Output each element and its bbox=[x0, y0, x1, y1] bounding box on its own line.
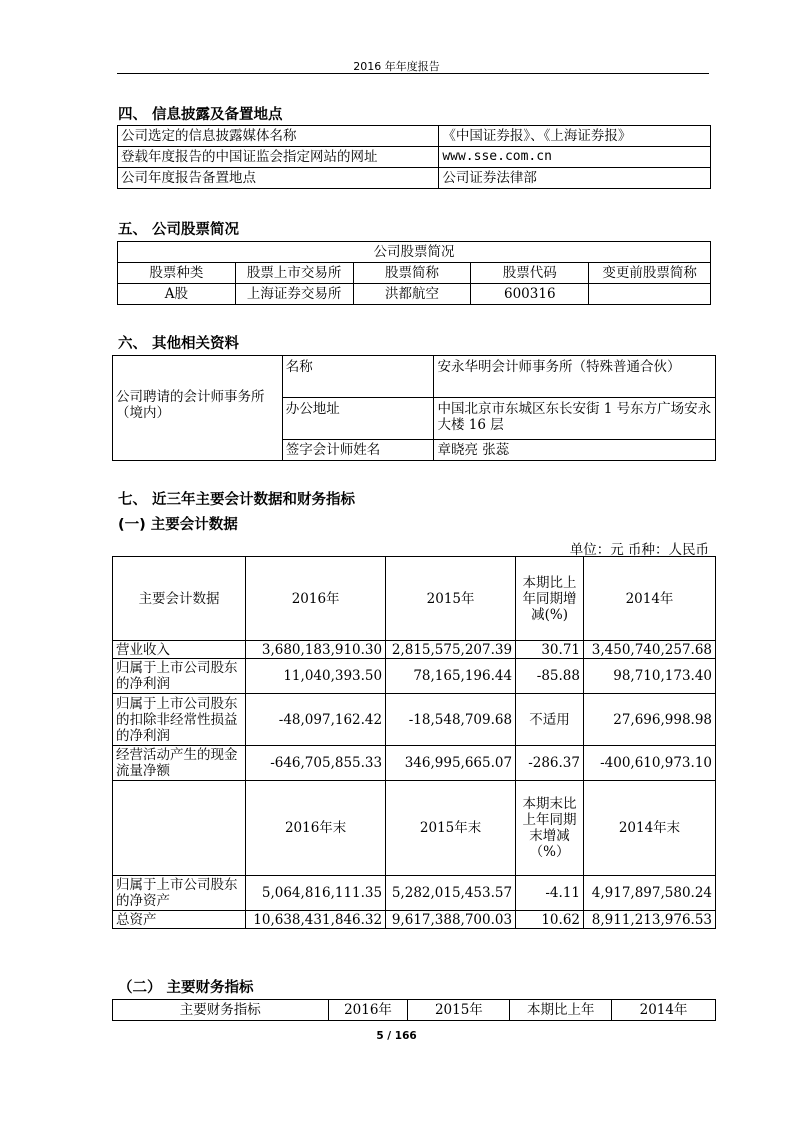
column-header: 2014年 bbox=[584, 557, 716, 641]
table-cell: -48,097,162.42 bbox=[246, 694, 386, 746]
auditor-value: 安永华明会计师事务所（特殊普通合伙） bbox=[434, 356, 716, 398]
table-cell: A股 bbox=[118, 284, 236, 305]
auditor-table bbox=[112, 355, 716, 461]
table-cell: 9,617,388,700.03 bbox=[386, 911, 516, 929]
column-header: 股票简称 bbox=[353, 263, 471, 284]
table-cell: 30.71 bbox=[516, 641, 584, 659]
column-header: 本期比上年 bbox=[510, 1000, 612, 1021]
column-header: 2014年 bbox=[612, 1000, 716, 1021]
column-header: 变更前股票简称 bbox=[589, 263, 711, 284]
table-row bbox=[118, 263, 711, 284]
page-number: 5 / 166 bbox=[376, 1030, 417, 1042]
table-row bbox=[113, 356, 716, 398]
auditor-label: 办公地址 bbox=[282, 398, 434, 440]
column-header: 2015年末 bbox=[386, 781, 516, 876]
table-row bbox=[113, 876, 716, 911]
table-row bbox=[113, 659, 716, 694]
subsection-2-title: （二） 主要财务指标 bbox=[118, 980, 254, 996]
table-row bbox=[113, 781, 716, 876]
unit-label: 单位：元 币种：人民币 bbox=[569, 542, 709, 558]
table-cell bbox=[589, 284, 711, 305]
disclosure-value: www.sse.com.cn bbox=[439, 147, 711, 168]
column-header: 本期比上年同期增减(%) bbox=[516, 557, 584, 641]
table-cell: 2,815,575,207.39 bbox=[386, 641, 516, 659]
table-cell: 11,040,393.50 bbox=[246, 659, 386, 694]
section-6-title: 六、 其他相关资料 bbox=[118, 336, 240, 352]
column-header: 2016年末 bbox=[246, 781, 386, 876]
section-7-title: 七、 近三年主要会计数据和财务指标 bbox=[118, 492, 356, 508]
table-row bbox=[113, 1000, 716, 1021]
column-header: 股票种类 bbox=[118, 263, 236, 284]
table-cell: 上海证券交易所 bbox=[235, 284, 353, 305]
column-header: 2015年 bbox=[408, 1000, 510, 1021]
table-cell: -400,610,973.10 bbox=[584, 746, 716, 781]
disclosure-table bbox=[117, 125, 711, 189]
table-row bbox=[113, 557, 716, 641]
row-label: 经营活动产生的现金流量净额 bbox=[113, 746, 246, 781]
table-row bbox=[113, 911, 716, 929]
table-cell: -4.11 bbox=[516, 876, 584, 911]
section-5-title: 五、 公司股票简况 bbox=[118, 222, 240, 238]
table-cell: 3,450,740,257.68 bbox=[584, 641, 716, 659]
disclosure-label: 登载年度报告的中国证监会指定网站的网址 bbox=[118, 147, 439, 168]
row-label: 归属于上市公司股东的扣除非经常性损益的净利润 bbox=[113, 694, 246, 746]
table-cell: 8,911,213,976.53 bbox=[584, 911, 716, 929]
table-cell: 10.62 bbox=[516, 911, 584, 929]
auditor-label: 名称 bbox=[282, 356, 434, 398]
row-label: 归属于上市公司股东的净利润 bbox=[113, 659, 246, 694]
table-cell: -646,705,855.33 bbox=[246, 746, 386, 781]
table-row bbox=[118, 284, 711, 305]
disclosure-label: 公司选定的信息披露媒体名称 bbox=[118, 126, 439, 147]
row-label: 营业收入 bbox=[113, 641, 246, 659]
table-row bbox=[118, 126, 711, 147]
table-cell: 4,917,897,580.24 bbox=[584, 876, 716, 911]
row-label: 总资产 bbox=[113, 911, 246, 929]
auditor-label: 签字会计师姓名 bbox=[282, 440, 434, 461]
column-header: 主要会计数据 bbox=[113, 557, 246, 641]
section-4-title: 四、 信息披露及备置地点 bbox=[118, 107, 283, 123]
column-header: 股票上市交易所 bbox=[235, 263, 353, 284]
table-cell: 10,638,431,846.32 bbox=[246, 911, 386, 929]
auditor-value: 章晓亮 张蕊 bbox=[434, 440, 716, 461]
table-row bbox=[113, 641, 716, 659]
table-row bbox=[113, 746, 716, 781]
disclosure-value: 公司证券法律部 bbox=[439, 168, 711, 189]
auditor-group-label: 公司聘请的会计师事务所（境内） bbox=[113, 356, 283, 461]
table-cell: 5,282,015,453.57 bbox=[386, 876, 516, 911]
table-cell: 27,696,998.98 bbox=[584, 694, 716, 746]
row-label: 归属于上市公司股东的净资产 bbox=[113, 876, 246, 911]
stock-table-title: 公司股票简况 bbox=[118, 242, 711, 263]
disclosure-value: 《中国证券报》、《上海证券报》 bbox=[439, 126, 711, 147]
auditor-value: 中国北京市东城区东长安街 1 号东方广场安永大楼 16 层 bbox=[434, 398, 716, 440]
accounting-data-table bbox=[112, 556, 716, 929]
header-rule bbox=[117, 73, 709, 74]
column-header: 本期末比上年同期末增减（%） bbox=[516, 781, 584, 876]
column-header: 2016年 bbox=[246, 557, 386, 641]
table-row bbox=[113, 694, 716, 746]
table-cell: 600316 bbox=[471, 284, 589, 305]
column-header bbox=[113, 781, 246, 876]
column-header: 2016年 bbox=[328, 1000, 408, 1021]
page-header: 2016 年年度报告 bbox=[353, 60, 440, 73]
column-header: 股票代码 bbox=[471, 263, 589, 284]
column-header: 主要财务指标 bbox=[113, 1000, 329, 1021]
table-cell: 98,710,173.40 bbox=[584, 659, 716, 694]
column-header: 2015年 bbox=[386, 557, 516, 641]
table-cell: -286.37 bbox=[516, 746, 584, 781]
table-row bbox=[118, 168, 711, 189]
table-cell: 不适用 bbox=[516, 694, 584, 746]
financial-indicator-table bbox=[112, 999, 716, 1021]
table-cell: 5,064,816,111.35 bbox=[246, 876, 386, 911]
table-cell: -18,548,709.68 bbox=[386, 694, 516, 746]
table-cell: 洪都航空 bbox=[353, 284, 471, 305]
table-row bbox=[118, 242, 711, 263]
table-cell: 78,165,196.44 bbox=[386, 659, 516, 694]
column-header: 2014年末 bbox=[584, 781, 716, 876]
table-cell: 3,680,183,910.30 bbox=[246, 641, 386, 659]
table-cell: 346,995,665.07 bbox=[386, 746, 516, 781]
table-cell: -85.88 bbox=[516, 659, 584, 694]
disclosure-label: 公司年度报告备置地点 bbox=[118, 168, 439, 189]
table-row bbox=[118, 147, 711, 168]
subsection-1-title: (一) 主要会计数据 bbox=[118, 517, 238, 533]
stock-table bbox=[117, 241, 711, 305]
